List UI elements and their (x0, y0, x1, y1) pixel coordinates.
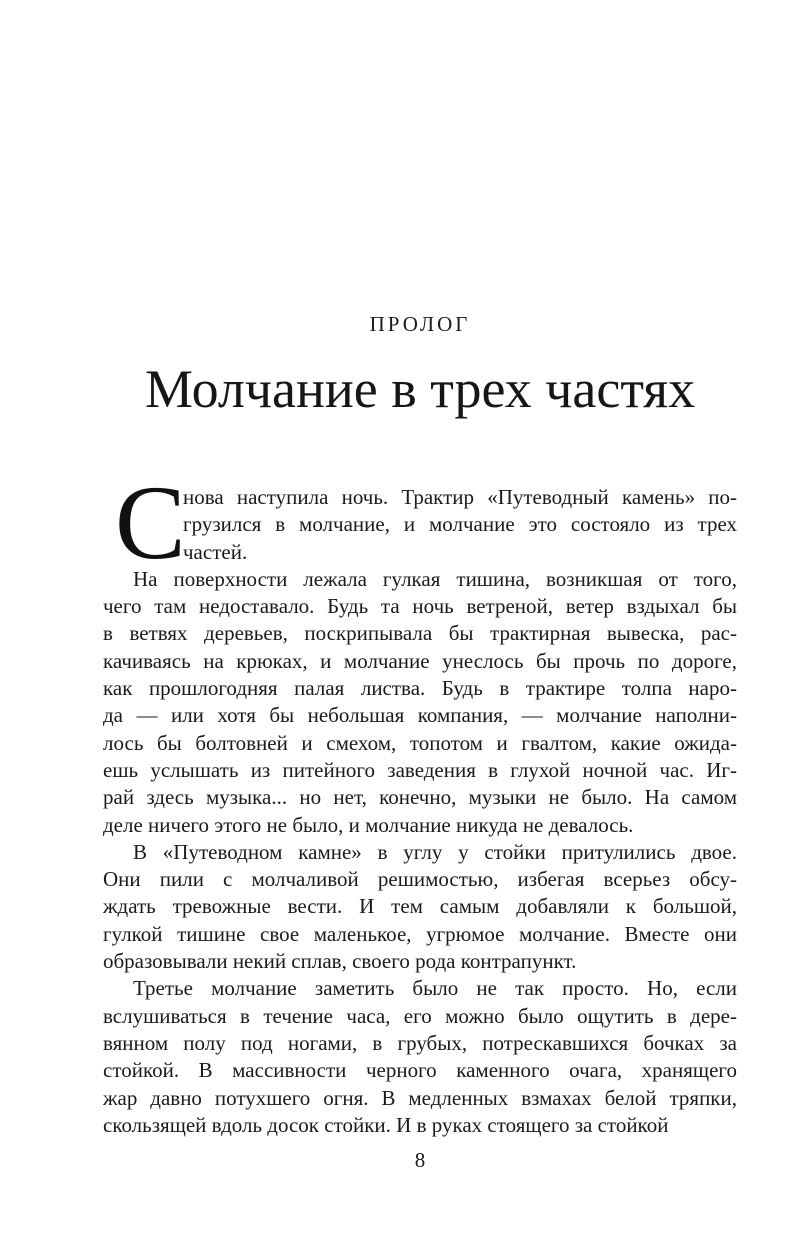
chapter-title: Молчание в трех частях (144, 359, 696, 419)
text-line: гулкой тишине свое маленькое, угрюмое молчание. Вместе они (103, 921, 737, 946)
text-line: На поверхности лежала гулкая тишина, возникшая от того, (133, 566, 737, 591)
body-text (103, 464, 737, 1139)
chapter-kicker: ПРОЛОГ (369, 312, 471, 336)
text-line: стойкой. В массивности черного каменного очага, хранящего (103, 1058, 737, 1083)
text-line: лось бы болтовней и смехом, топотом и гвалтом, какие ожида- (103, 730, 737, 755)
text-line: чего там недоставало. Будь та ночь ветреной, ветер вздыхал бы (103, 594, 737, 619)
drop-cap: С (115, 464, 186, 581)
text-line: грузился в молчание, и молчание это состояло из трех (183, 512, 737, 537)
text-line: рай здесь музыка... но нет, конечно, музыки не было. На самом (103, 785, 737, 810)
text-line: вянном полу под ногами, в грубых, потрескавшихся бочках за (103, 1030, 737, 1055)
text-line: Третье молчание заметить было не так просто. Но, если (133, 976, 737, 1001)
text-line: вслушиваться в течение часа, его можно было ощутить в дере- (103, 1003, 737, 1028)
text-line: В «Путеводном камне» в углу у стойки притулились двое. (133, 839, 737, 864)
text-line: частей. (183, 539, 248, 564)
text-line: нова наступила ночь. Трактир «Путеводный камень» по- (183, 485, 737, 509)
text-line: образовывали некий сплав, своего рода контрапункт. (103, 949, 577, 974)
text-line: деле ничего этого не было, и молчание никуда не девалось. (103, 812, 634, 837)
text-line: жар давно потухшего огня. В медленных взмахах белой тряпки, (103, 1085, 737, 1110)
paragraph (103, 839, 737, 975)
text-line: качиваясь на крюках, и молчание унеслось бы прочь по дороге, (103, 648, 737, 673)
page-number: 8 (414, 1148, 426, 1172)
paragraph (103, 566, 737, 839)
text-line: скользящей вдоль досок стойки. И в руках стоящего за стойкой (103, 1112, 669, 1137)
paragraph (103, 975, 737, 1139)
text-line: в ветвях деревьев, поскрипывала бы трактирная вывеска, рас- (103, 621, 737, 646)
text-line: как прошлогодняя палая листва. Будь в трактире толпа наро- (103, 676, 737, 701)
text-line: да — или хотя бы небольшая компания, — молчание наполни- (103, 703, 737, 728)
text-line: ешь услышать из питейного заведения в глухой ночной час. Иг- (103, 757, 737, 782)
text-line: Они пили с молчаливой решимостью, избегая всерьез обсу- (103, 867, 737, 892)
text-line: ждать тревожные вести. И тем самым добавляли к большой, (103, 894, 737, 919)
